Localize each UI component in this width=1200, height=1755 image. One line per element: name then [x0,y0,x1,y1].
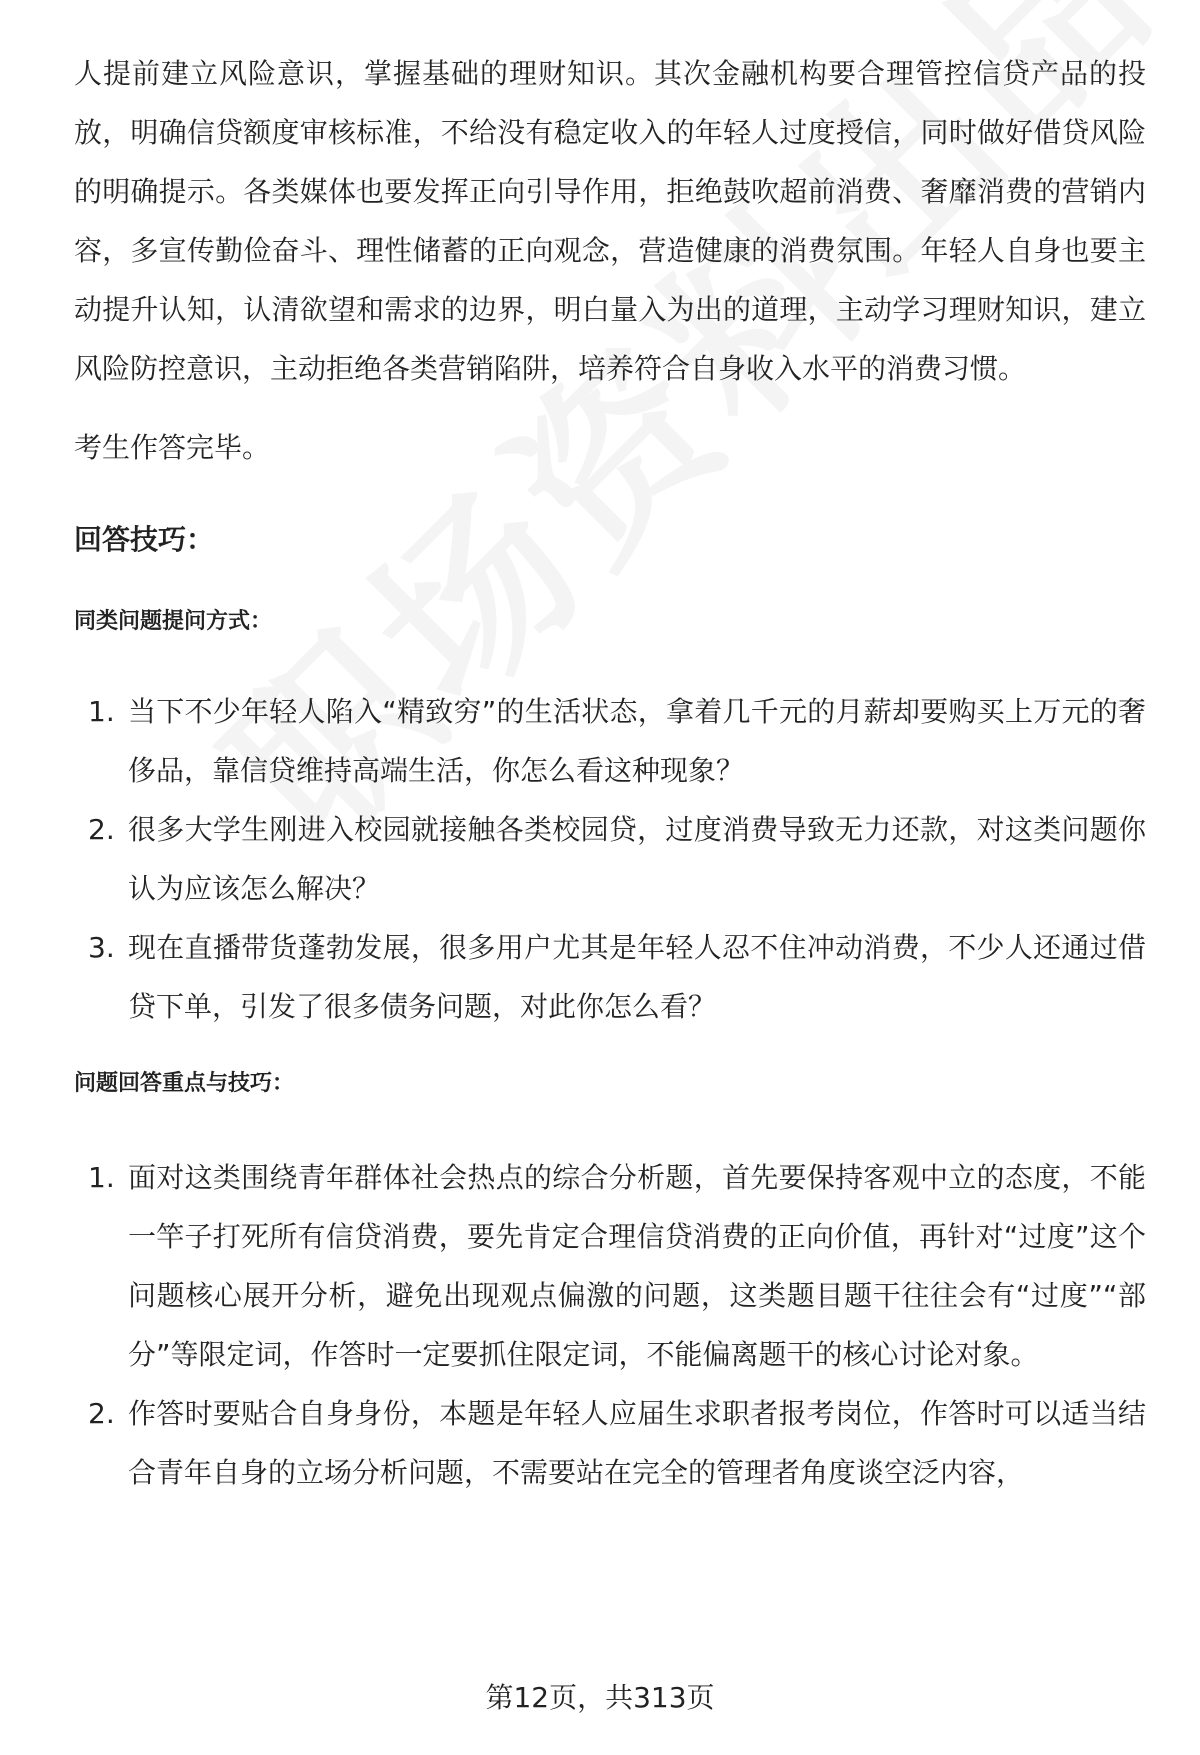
list-number: 2. [88,813,115,846]
intro-paragraph: 人提前建立风险意识，掌握基础的理财知识。其次金融机构要合理管控信贷产品的投放，明确信贷额度审核标准，不给没有稳定收入的年轻人过度授信，同时做好借贷风险的明确提示。各类媒体也要发挥正向引导作用，拒绝鼓吹超前消费、奢靡消费的营销内容，多宣传勤俭奋斗、理性储蓄的正向观念，营造健康的消费氛围。年轻人自身也要主动提升认知，认清欲望和需求的边界，明白量入为出的道理，主动学习理财知识，建立风险防控意识，主动拒绝各类营销陷阱，培养符合自身收入水平的消费习惯。 [74,57,1146,385]
list-item-text: 很多大学生刚进入校园就接触各类校园贷，过度消费导致无力还款，对这类问题你认为应该怎么解决？ [128,813,1146,905]
list-item [74,1384,1146,1502]
tips-heading: 回答技巧： [74,523,215,556]
list-item [74,800,1146,918]
list-number: 2. [88,1397,115,1430]
list-item [74,682,1146,800]
closing-line: 考生作答完毕。 [74,431,271,464]
list-item-text: 现在直播带货蓬勃发展，很多用户尤其是年轻人忍不住冲动消费，不少人还通过借贷下单，引发了很多债务问题，对此你怎么看？ [128,931,1146,1023]
list-item-text: 面对这类围绕青年群体社会热点的综合分析题，首先要保持客观中立的态度，不能一竿子打死所有信贷消费，要先肯定合理信贷消费的正向价值，再针对“过度”这个问题核心展开分析，避免出现观点偏激的问题，这类题目题干往往会有“过度”“部分”等限定词，作答时一定要抓住限定词，不能偏离题干的核心讨论对象。 [128,1161,1146,1371]
list-number: 3. [88,931,115,964]
key-points-heading: 问题回答重点与技巧： [74,1071,295,1096]
list-number: 1. [88,1161,115,1194]
list-number: 1. [88,695,115,728]
list-item-text: 当下不少年轻人陷入“精致穷”的生活状态，拿着几千元的月薪却要购买上万元的奢侈品，靠信贷维持高端生活，你怎么看这种现象？ [128,695,1146,787]
list-item [74,918,1146,1036]
similar-questions-list [74,682,1146,1036]
key-points-list [74,1148,1146,1502]
similar-questions-heading: 同类问题提问方式： [74,609,273,634]
page-number: 第12页，共313页 [485,1681,715,1714]
list-item [74,1148,1146,1384]
list-item-text: 作答时要贴合自身身份，本题是年轻人应届生求职者报考岗位，作答时可以适当结合青年自身的立场分析问题，不需要站在完全的管理者角度谈空泛内容， [128,1397,1146,1489]
